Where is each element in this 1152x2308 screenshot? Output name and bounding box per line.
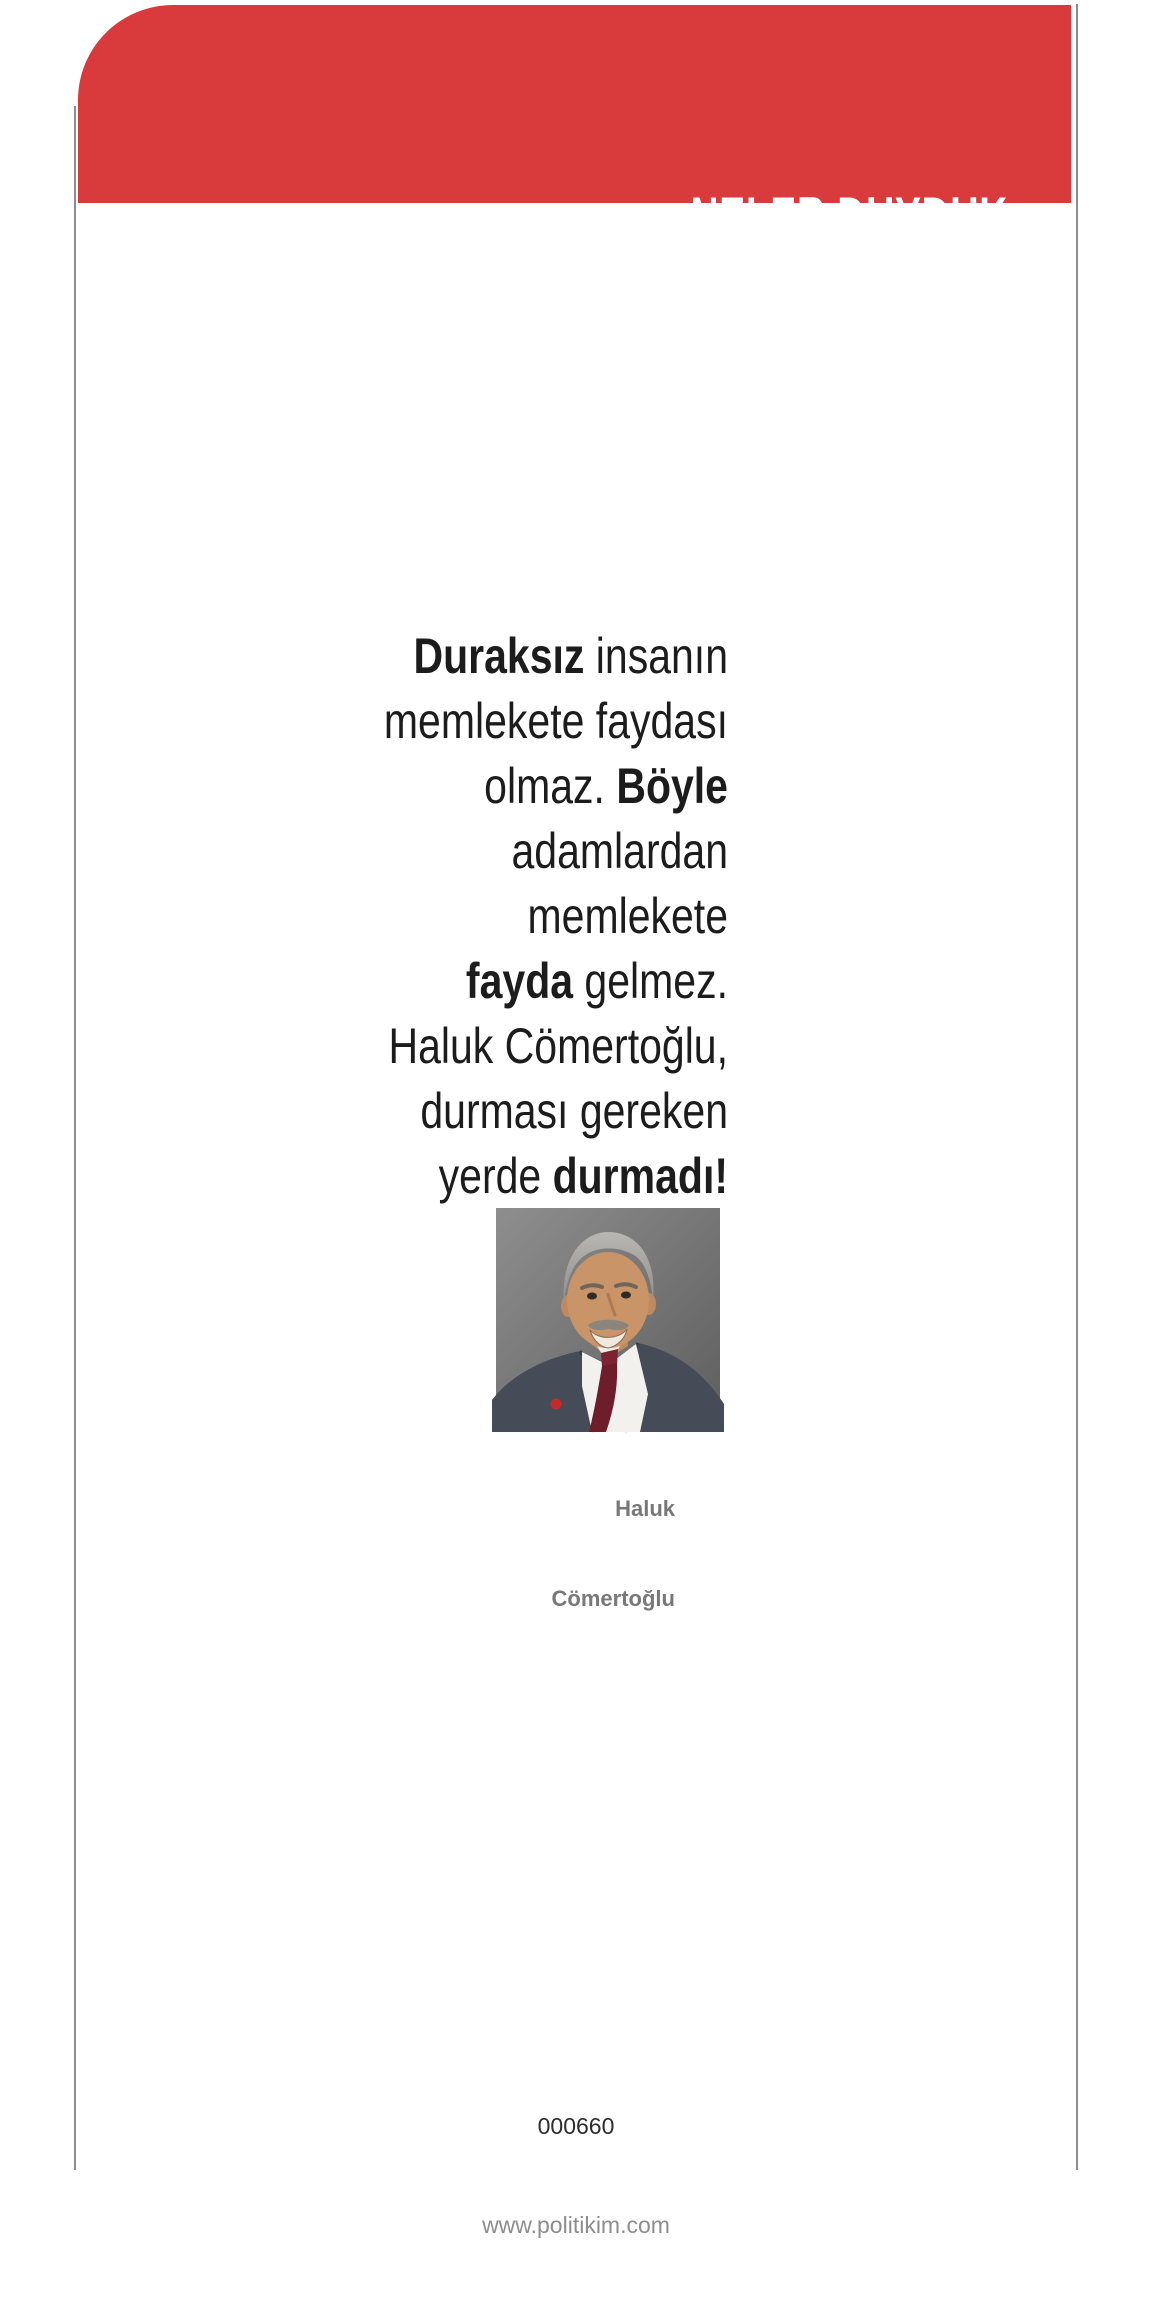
header-title xyxy=(553,39,1008,615)
header-title-line1: NELER DUYDUK xyxy=(690,185,1008,252)
portrait-caption-line2: Cömertoğlu xyxy=(551,1586,675,1611)
header-title-line2: NELER! xyxy=(858,401,1008,468)
footer-code: 000660 xyxy=(537,2113,615,2139)
quote-text xyxy=(131,624,728,1209)
portrait-caption xyxy=(0,1434,675,1674)
quote-line: olmaz. Böyle xyxy=(484,758,728,814)
right-border-line xyxy=(1076,4,1078,2170)
header-banner xyxy=(78,5,1071,468)
quote-line: Duraksız insanın xyxy=(413,628,728,684)
quote-line: memlekete faydası xyxy=(383,693,728,749)
quote-line: durması gereken xyxy=(420,1083,728,1139)
portrait-illustration xyxy=(496,1208,720,1432)
portrait-photo xyxy=(496,1208,720,1432)
quote-line: memlekete xyxy=(527,888,728,944)
quote-line: yerde durmadı! xyxy=(438,1148,728,1204)
footer xyxy=(0,2044,1152,2308)
quote-line: Haluk Cömertoğlu, xyxy=(388,1018,728,1074)
quote-line: adamlardan xyxy=(511,823,728,879)
footer-website: www.politikim.com xyxy=(482,2212,670,2238)
quote-line: fayda gelmez. xyxy=(465,953,728,1009)
portrait-caption-line1: Haluk xyxy=(615,1496,675,1521)
left-border-line xyxy=(74,106,76,2170)
